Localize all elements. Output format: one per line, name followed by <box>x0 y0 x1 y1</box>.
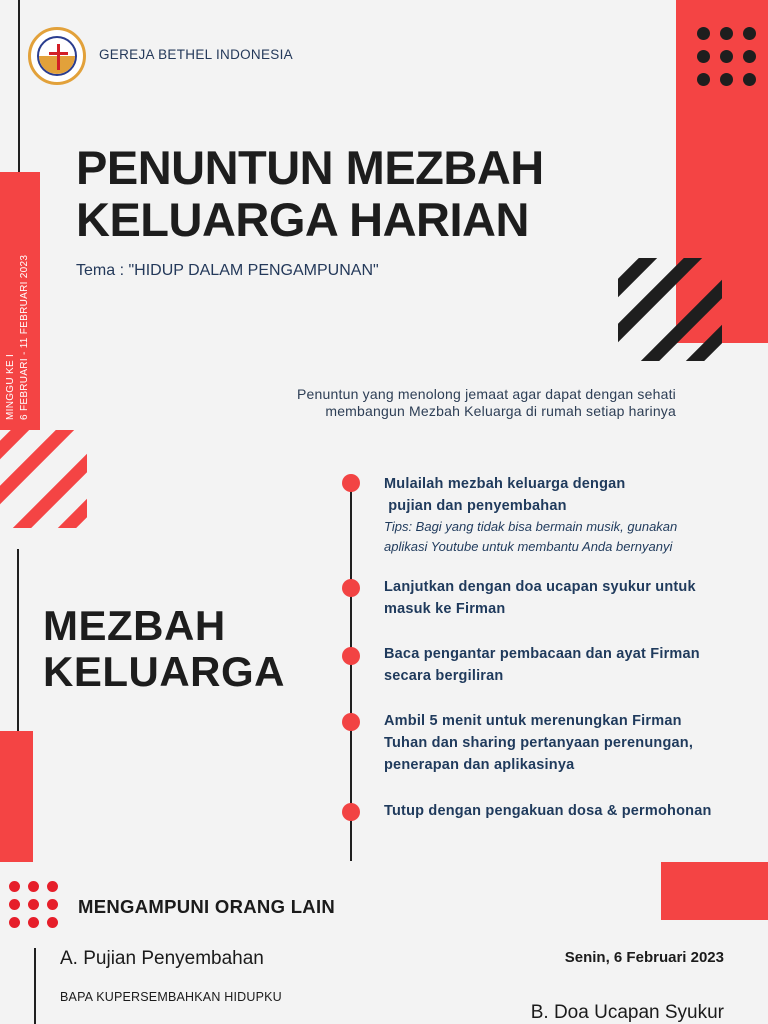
step-5: Tutup dengan pengakuan dosa & permohonan <box>384 803 712 819</box>
timeline-dot <box>342 474 360 492</box>
red-dots-pattern <box>9 881 58 928</box>
week-label: MINGGU KE I 6 FEBRUARI - 11 FEBRUARI 2023 <box>5 254 30 420</box>
step-4: Ambil 5 menit untuk merenungkan Firman Tuhan dan sharing pertanyaan perenungan, penerapan dan aplikasinya <box>384 713 694 773</box>
part-b-heading: B. Doa Ucapan Syukur <box>530 1002 724 1023</box>
timeline-dot <box>342 713 360 731</box>
section-heading: MENGAMPUNI ORANG LAIN <box>78 896 336 917</box>
theme-text: Tema : "HIDUP DALAM PENGAMPUNAN" <box>76 262 379 279</box>
black-stripes-pattern <box>618 258 722 361</box>
page-title: PENUNTUN MEZBAH KELUARGA HARIAN <box>76 141 544 246</box>
song-title: BAPA KUPERSEMBAHKAN HIDUPKU <box>60 990 282 1004</box>
subtitle: Penuntun yang menolong jemaat agar dapat dengan sehati membangun Mezbah Keluarga di rumah setiap harinya <box>297 386 676 419</box>
step-1-tips: Tips: Bagi yang tidak bisa bermain musik, gunakan aplikasi Youtube untuk membantu Anda bernyanyi <box>384 519 678 554</box>
red-stripes-pattern <box>0 430 87 528</box>
left-vertical-line-mid <box>17 549 19 731</box>
step-2: Lanjutkan dengan doa ucapan syukur untuk masuk ke Firman <box>384 579 696 617</box>
left-red-block-bottom <box>0 731 33 862</box>
step-3: Baca pengantar pembacaan dan ayat Firman secara bergiliran <box>384 646 700 684</box>
left-vertical-line-bottom <box>34 948 36 1024</box>
timeline-dot <box>342 647 360 665</box>
timeline-dot <box>342 803 360 821</box>
left-vertical-line-top <box>18 0 20 172</box>
date-text: Senin, 6 Februari 2023 <box>564 949 724 966</box>
black-dots-pattern <box>697 27 756 86</box>
big-title: MEZBAH KELUARGA <box>43 602 285 695</box>
timeline-dot <box>342 579 360 597</box>
org-name: GEREJA BETHEL INDONESIA <box>99 47 293 62</box>
right-red-block-bottom <box>661 862 768 920</box>
church-logo <box>28 27 86 85</box>
part-a-heading: A. Pujian Penyembahan <box>60 948 264 969</box>
step-1: Mulailah mezbah keluarga dengan pujian dan penyembahan <box>384 476 626 514</box>
